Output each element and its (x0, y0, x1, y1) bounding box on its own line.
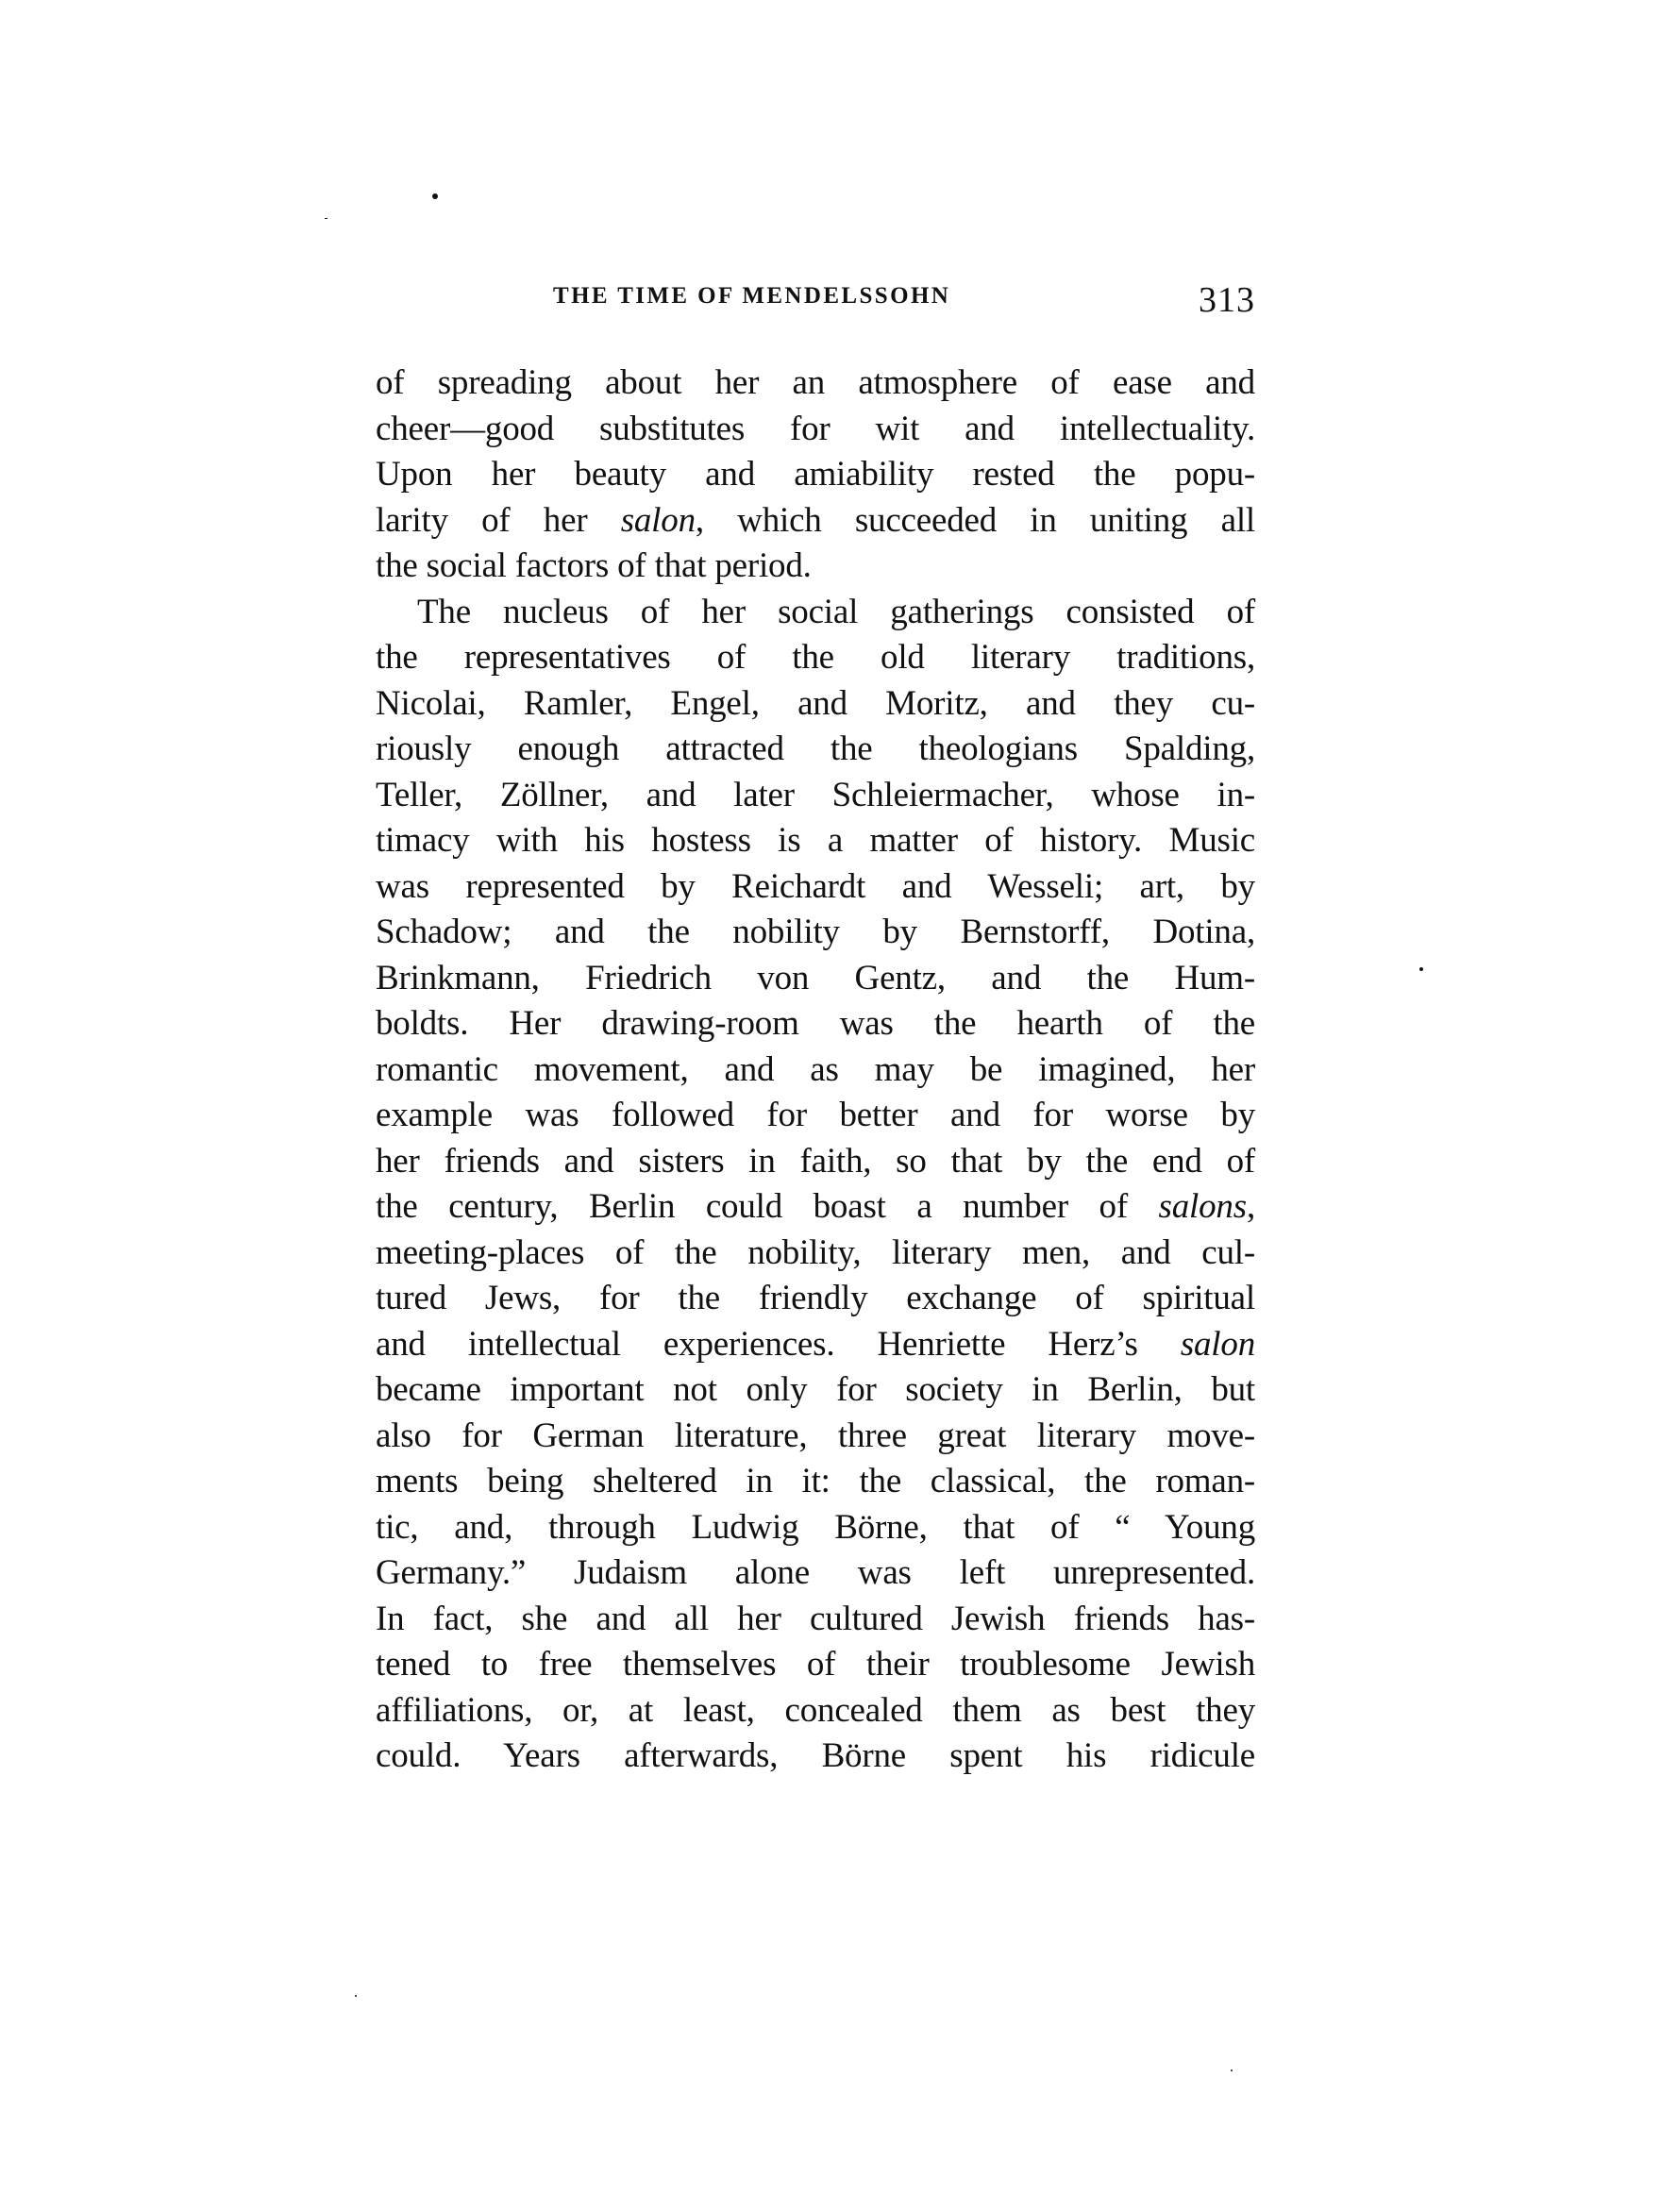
text-segment: also for German literature, three great literary move- (376, 1416, 1255, 1455)
text-segment: of spreading about her an atmosphere of ease and (376, 363, 1255, 402)
italic-word: salons (1158, 1187, 1247, 1226)
text-line (376, 498, 1255, 545)
text-segment: ments being sheltered in it: the classical, the roman- (376, 1462, 1255, 1500)
text-line (376, 1322, 1255, 1368)
text-segment: , (1246, 1187, 1255, 1226)
text-segment: the representatives of the old literary traditions, (376, 638, 1255, 677)
text-line (376, 1734, 1255, 1780)
text-segment: was represented by Reichardt and Wesseli; art, by (376, 866, 1255, 906)
text-line (376, 1276, 1255, 1322)
text-segment: affiliations, or, at least, concealed them as best they (376, 1690, 1255, 1730)
text-line (376, 864, 1255, 911)
text-segment: The nucleus of her social gatherings consisted of (417, 592, 1255, 631)
text-segment: the century, Berlin could boast a number of (376, 1187, 1159, 1226)
text-segment: example was followed for better and for worse by (376, 1096, 1255, 1134)
scan-speck (1231, 2070, 1233, 2071)
text-line (376, 1414, 1255, 1460)
text-segment: tened to free themselves of their troublesome Jewish (376, 1645, 1255, 1684)
text-line (376, 1550, 1255, 1597)
scan-speck (1419, 967, 1423, 971)
text-line (376, 1688, 1255, 1734)
text-segment: the social factors of that period. (376, 546, 812, 585)
scan-speck (432, 193, 438, 199)
scan-speck (355, 1995, 357, 1997)
text-segment: , which succeeded in uniting all (695, 500, 1255, 540)
running-head (376, 279, 1255, 325)
text-line (376, 360, 1255, 407)
text-segment: romantic movement, and as may be imagined, her (376, 1049, 1255, 1089)
text-line (376, 910, 1255, 956)
italic-word: salon (620, 500, 696, 540)
text-line (376, 407, 1255, 453)
text-line (376, 1231, 1255, 1277)
text-line (376, 773, 1255, 819)
text-segment: could. Years afterwards, Börne spent his ridicule (376, 1736, 1255, 1775)
text-segment: became important not only for society in Berlin, but (376, 1370, 1255, 1409)
text-line (376, 956, 1255, 1002)
scan-speck (325, 218, 327, 219)
text-segment: Nicolai, Ramler, Engel, and Moritz, and they cu- (376, 683, 1255, 723)
text-segment: tic, and, through Ludwig Börne, that of “ Young (376, 1507, 1255, 1547)
body-text (376, 360, 1255, 1780)
text-segment: cheer—good substitutes for wit and intellectuality. (376, 409, 1255, 448)
text-segment: Germany.” Judaism alone was left unrepresented. (376, 1553, 1255, 1592)
text-line (376, 1367, 1255, 1414)
text-line (376, 1093, 1255, 1139)
text-segment: her friends and sisters in faith, so that by the end of (376, 1141, 1255, 1181)
paragraph (376, 590, 1255, 1780)
text-segment: Upon her beauty and amiability rested the popu- (376, 455, 1255, 494)
text-line (376, 818, 1255, 864)
text-line (376, 727, 1255, 773)
text-line (376, 1139, 1255, 1185)
text-line (376, 1505, 1255, 1551)
paragraph (376, 360, 1255, 590)
text-segment: and intellectual experiences. Henriette Herz’s (376, 1324, 1181, 1364)
text-line (376, 681, 1255, 728)
text-segment: boldts. Her drawing-room was the hearth of the (376, 1004, 1255, 1043)
text-segment: In fact, she and all her cultured Jewish friends has- (376, 1599, 1255, 1638)
text-line (376, 1001, 1255, 1047)
italic-word: salon (1180, 1324, 1255, 1364)
text-line (376, 1459, 1255, 1505)
text-line (376, 1047, 1255, 1094)
text-line (376, 452, 1255, 498)
text-segment: Teller, Zöllner, and later Schleiermacher, whose in- (376, 775, 1255, 814)
text-segment: Schadow; and the nobility by Bernstorff, Dotina, (376, 913, 1255, 951)
text-segment: Brinkmann, Friedrich von Gentz, and the Hum- (376, 958, 1255, 997)
text-segment: tured Jews, for the friendly exchange of spiritual (376, 1279, 1255, 1317)
text-segment: larity of her (376, 500, 621, 540)
text-segment: timacy with his hostess is a matter of history. Music (376, 821, 1255, 860)
running-head-title: THE TIME OF MENDELSSOHN (553, 283, 951, 309)
text-segment: riously enough attracted the theologians Spalding, (376, 729, 1255, 768)
text-segment: meeting-places of the nobility, literary men, and cul- (376, 1232, 1255, 1272)
text-line (376, 635, 1255, 681)
text-line (376, 544, 1255, 590)
text-line (376, 590, 1255, 636)
page-number: 313 (1199, 280, 1255, 320)
text-line (376, 1184, 1255, 1231)
text-line (376, 1597, 1255, 1643)
text-line (376, 1642, 1255, 1688)
